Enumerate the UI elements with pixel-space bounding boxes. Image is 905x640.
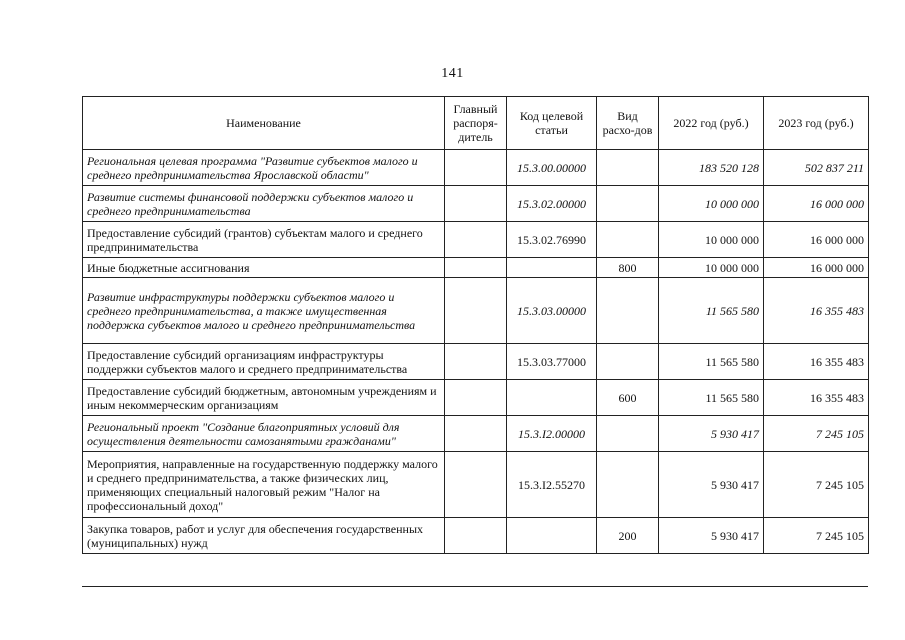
table-row [83,186,869,222]
cell-2022: 5 930 417 [659,416,764,452]
cell-2022: 10 000 000 [659,186,764,222]
cell-admin [445,344,507,380]
cell-admin [445,222,507,258]
table-row [83,258,869,278]
table-bottom-rule [82,586,868,587]
cell-admin [445,518,507,554]
header-admin: Главный распоря-дитель [445,97,507,150]
cell-type [597,344,659,380]
cell-2023: 7 245 105 [764,452,869,518]
cell-name: Предоставление субсидий бюджетным, автономным учреждениям и иным некоммерческим организациям [83,380,445,416]
cell-code [507,518,597,554]
cell-2022: 11 565 580 [659,278,764,344]
cell-admin [445,380,507,416]
cell-type: 200 [597,518,659,554]
cell-code: 15.3.I2.00000 [507,416,597,452]
cell-type: 800 [597,258,659,278]
table-row [83,380,869,416]
cell-type: 600 [597,380,659,416]
cell-2023: 16 000 000 [764,186,869,222]
cell-2022: 10 000 000 [659,222,764,258]
cell-code [507,380,597,416]
cell-name: Региональная целевая программа "Развитие субъектов малого и среднего предпринимательства Ярославской области" [83,150,445,186]
table-row [83,452,869,518]
table-row [83,416,869,452]
cell-2022: 11 565 580 [659,344,764,380]
table-row [83,518,869,554]
header-2023: 2023 год (руб.) [764,97,869,150]
page-number: 141 [441,66,464,81]
cell-type [597,452,659,518]
cell-2022: 11 565 580 [659,380,764,416]
table-row [83,222,869,258]
cell-2023: 7 245 105 [764,416,869,452]
cell-name: Развитие системы финансовой поддержки субъектов малого и среднего предпринимательства [83,186,445,222]
cell-2023: 7 245 105 [764,518,869,554]
cell-2022: 5 930 417 [659,518,764,554]
cell-admin [445,452,507,518]
cell-name: Развитие инфраструктуры поддержки субъектов малого и среднего предпринимательства, а также имущественная поддержка субъектов малого и среднего предпринимательства [83,278,445,344]
cell-admin [445,258,507,278]
table-row [83,278,869,344]
cell-type [597,222,659,258]
cell-type [597,150,659,186]
cell-code: 15.3.03.77000 [507,344,597,380]
cell-2023: 16 355 483 [764,278,869,344]
cell-type [597,416,659,452]
cell-2023: 16 355 483 [764,344,869,380]
cell-code: 15.3.I2.55270 [507,452,597,518]
table-body [83,150,869,554]
cell-name: Предоставление субсидий (грантов) субъектам малого и среднего предпринимательства [83,222,445,258]
cell-name: Закупка товаров, работ и услуг для обеспечения государственных (муниципальных) нужд [83,518,445,554]
cell-code: 15.3.02.00000 [507,186,597,222]
header-code: Код целевой статьи [507,97,597,150]
header-type: Вид расхо-дов [597,97,659,150]
cell-code: 15.3.02.76990 [507,222,597,258]
table-row [83,150,869,186]
cell-2023: 502 837 211 [764,150,869,186]
header-2022: 2022 год (руб.) [659,97,764,150]
cell-code: 15.3.03.00000 [507,278,597,344]
cell-2023: 16 355 483 [764,380,869,416]
cell-name: Иные бюджетные ассигнования [83,258,445,278]
budget-table [82,96,869,554]
cell-admin [445,150,507,186]
cell-2023: 16 000 000 [764,222,869,258]
cell-2022: 183 520 128 [659,150,764,186]
cell-2022: 10 000 000 [659,258,764,278]
cell-name: Региональный проект "Создание благоприятных условий для осуществления деятельности самозанятыми гражданами" [83,416,445,452]
cell-code: 15.3.00.00000 [507,150,597,186]
cell-admin [445,186,507,222]
cell-name: Предоставление субсидий организациям инфраструктуры поддержки субъектов малого и среднего предпринимательства [83,344,445,380]
cell-admin [445,416,507,452]
cell-type [597,186,659,222]
cell-name: Мероприятия, направленные на государственную поддержку малого и среднего предпринимательства, а также физических лиц, применяющих специальный налоговый режим "Налог на профессиональный доход" [83,452,445,518]
cell-2023: 16 000 000 [764,258,869,278]
cell-admin [445,278,507,344]
header-name: Наименование [83,97,445,150]
table-row [83,344,869,380]
table-header-row [83,97,869,150]
cell-2022: 5 930 417 [659,452,764,518]
cell-code [507,258,597,278]
cell-type [597,278,659,344]
